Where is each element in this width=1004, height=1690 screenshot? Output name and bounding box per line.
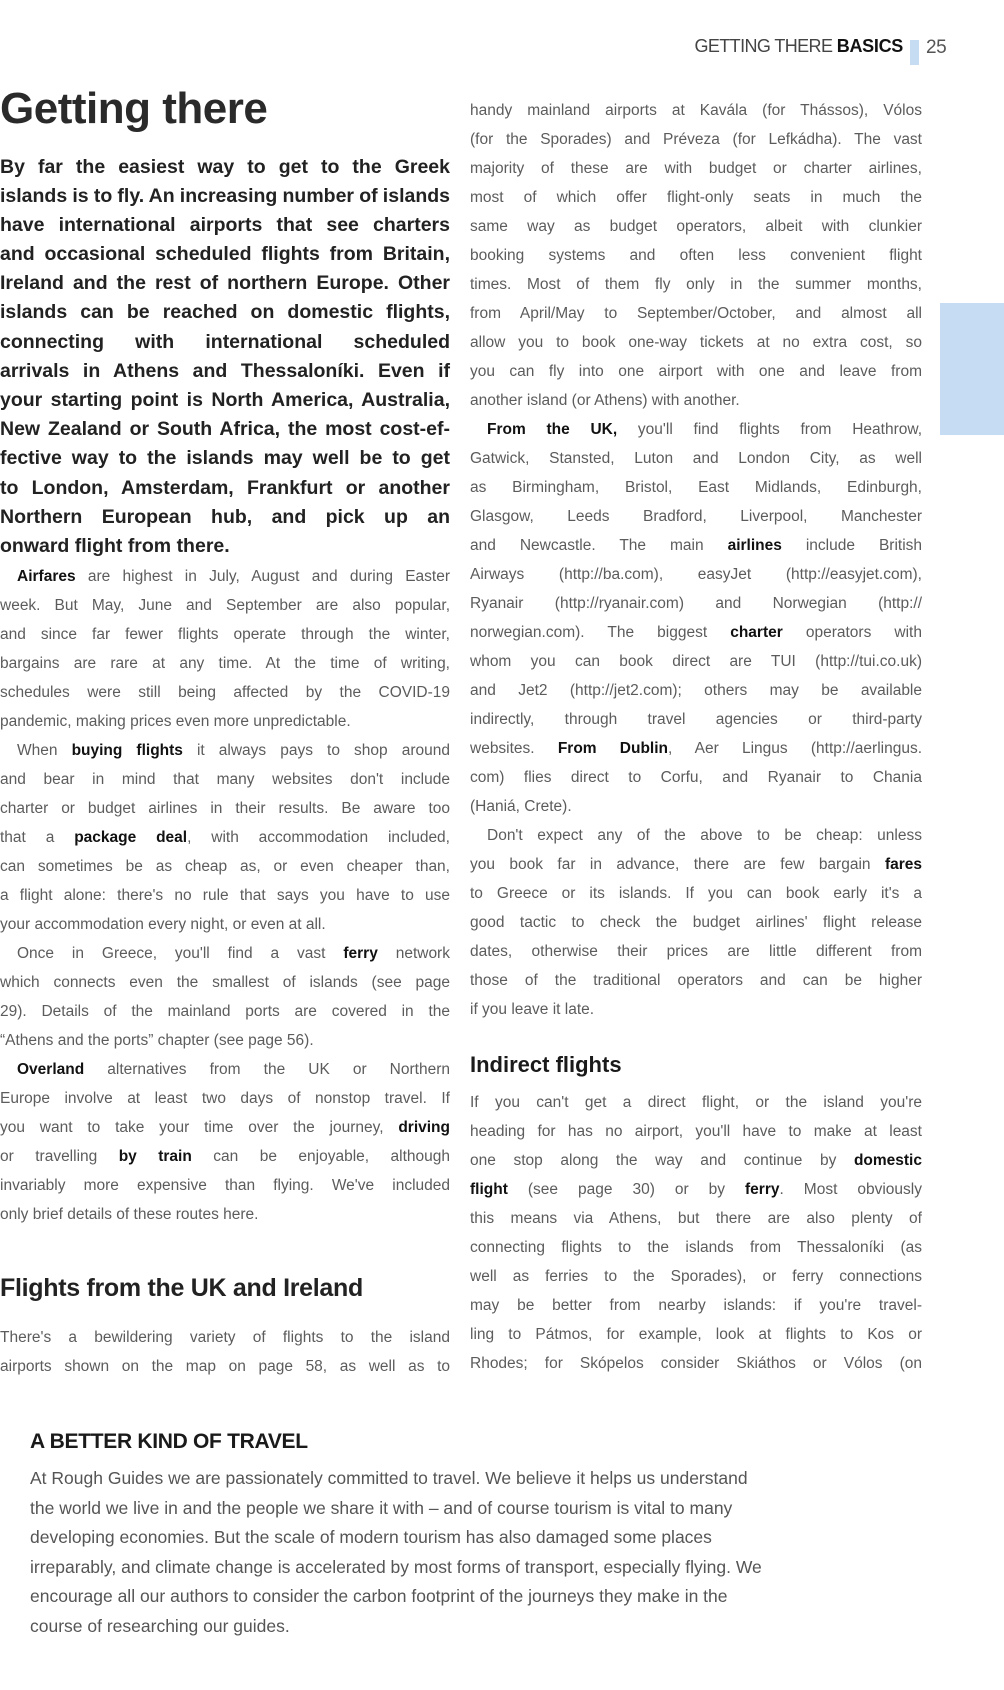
text-run: irreparably, and climate change is accelerated by most forms of transport, especially flying. We bbox=[30, 1556, 762, 1577]
text-run: that a bbox=[0, 828, 75, 846]
text-run: those of the traditional operators and can be higher bbox=[470, 971, 922, 989]
text-line bbox=[30, 1553, 910, 1583]
text-line bbox=[470, 792, 922, 821]
text-line bbox=[470, 531, 922, 560]
text-line bbox=[470, 212, 922, 241]
text-run: 29). Details of the mainland ports are covered in the bbox=[0, 1002, 450, 1020]
text-run: There's a bewildering variety of flights to the island bbox=[0, 1328, 450, 1346]
text-run: Europe involve at least two days of nonstop travel. If bbox=[0, 1089, 450, 1107]
text-run: Northern European hub, and pick up an bbox=[0, 505, 450, 528]
text-run: encourage all our authors to consider the carbon footprint of the journeys they make in the bbox=[30, 1586, 728, 1607]
text-line bbox=[0, 562, 450, 591]
bold-keyword: package deal bbox=[74, 828, 188, 846]
text-run: pandemic, making prices even more unpredictable. bbox=[0, 712, 351, 730]
text-line bbox=[470, 96, 922, 125]
text-line bbox=[0, 736, 450, 765]
bold-keyword: charter bbox=[730, 623, 783, 641]
text-run: fective way to the islands may well be to get bbox=[0, 447, 450, 470]
text-line bbox=[0, 328, 450, 357]
text-line bbox=[470, 676, 922, 705]
text-line bbox=[0, 910, 450, 939]
text-line bbox=[30, 1582, 910, 1612]
text-run: Don't expect any of the above to be cheap: unless bbox=[487, 826, 922, 844]
text-run: and since far fewer flights operate through the winter, bbox=[0, 625, 450, 643]
text-run: websites. bbox=[470, 739, 558, 757]
text-line bbox=[470, 386, 922, 415]
text-run: have international airports that see charters bbox=[0, 213, 450, 236]
text-run: and Newcastle. The main bbox=[470, 536, 728, 554]
text-run: “Athens and the ports” chapter (see page 56). bbox=[0, 1031, 314, 1049]
text-run: well as ferries to the Sporades), or ferry connections bbox=[470, 1267, 922, 1285]
text-line bbox=[470, 995, 922, 1024]
text-run: if you leave it late. bbox=[470, 1000, 595, 1018]
text-line bbox=[0, 415, 450, 444]
text-run: which connects even the smallest of islands (see page bbox=[0, 973, 450, 991]
text-line bbox=[0, 823, 450, 852]
text-line bbox=[470, 937, 922, 966]
page-title: Getting there bbox=[0, 84, 268, 133]
sidebar-box-title: A BETTER KIND OF TRAVEL bbox=[30, 1430, 308, 1453]
text-run: may be better from nearby islands: if you're travel- bbox=[470, 1296, 922, 1314]
bold-keyword: driving bbox=[398, 1118, 450, 1136]
bold-keyword: domestic bbox=[853, 1151, 922, 1169]
text-line bbox=[470, 879, 922, 908]
text-line bbox=[0, 678, 450, 707]
text-run: week. But May, June and September are also popular, bbox=[0, 596, 450, 614]
text-line bbox=[0, 1026, 450, 1055]
text-run: this means via Athens, but there are also plenty of bbox=[470, 1209, 922, 1227]
text-run: Ireland and the rest of northern Europe. Other bbox=[0, 272, 450, 295]
page-number: 25 bbox=[926, 37, 947, 58]
text-run: and Jet2 (http://jet2.com); others may be available bbox=[470, 681, 922, 699]
text-line bbox=[30, 1494, 910, 1524]
text-run: or travelling bbox=[0, 1147, 119, 1165]
text-run: If you can't get a direct flight, or the island you're bbox=[470, 1093, 922, 1111]
text-run: Glasgow, Leeds Bradford, Liverpool, Manchester bbox=[470, 507, 922, 525]
text-line bbox=[0, 269, 450, 298]
text-run: indirectly, through travel agencies or third-party bbox=[470, 710, 922, 728]
bold-keyword: airlines bbox=[727, 536, 782, 554]
text-run: booking systems and often less convenient flight bbox=[470, 246, 922, 264]
text-run: to Greece or its islands. If you can book early it's a bbox=[470, 884, 922, 902]
text-line bbox=[0, 240, 450, 269]
text-line bbox=[470, 821, 922, 850]
text-run: When bbox=[17, 741, 72, 759]
section-heading-flights-uk-ireland: Flights from the UK and Ireland bbox=[0, 1274, 363, 1302]
text-line bbox=[470, 1262, 922, 1291]
text-line bbox=[470, 473, 922, 502]
text-run: invariably more expensive than flying. We've included bbox=[0, 1176, 450, 1194]
text-line bbox=[0, 852, 450, 881]
text-line bbox=[470, 357, 922, 386]
text-line bbox=[470, 908, 922, 937]
text-line bbox=[0, 503, 450, 532]
text-line bbox=[0, 765, 450, 794]
bold-keyword: buying flights bbox=[71, 741, 183, 759]
text-line bbox=[470, 1320, 922, 1349]
text-line bbox=[0, 211, 450, 240]
section-heading-indirect-flights: Indirect flights bbox=[470, 1052, 622, 1077]
text-run: and bear in mind that many websites don't include bbox=[0, 770, 450, 788]
text-line bbox=[470, 763, 922, 792]
text-run: connecting flights to the islands from Thessaloníki (as bbox=[470, 1238, 922, 1256]
text-line bbox=[0, 1113, 450, 1142]
text-line bbox=[0, 1055, 450, 1084]
text-line bbox=[470, 328, 922, 357]
text-line bbox=[470, 705, 922, 734]
text-run: norwegian.com). The biggest bbox=[470, 623, 731, 641]
text-line bbox=[470, 560, 922, 589]
text-line bbox=[0, 444, 450, 473]
text-line bbox=[470, 1349, 922, 1378]
bold-keyword: ferry bbox=[343, 944, 378, 962]
text-line bbox=[0, 794, 450, 823]
text-run: Rhodes; for Skópelos consider Skiáthos or Vólos (on bbox=[470, 1354, 922, 1372]
text-run: . Most obviously bbox=[779, 1180, 922, 1198]
bold-keyword: From Dublin bbox=[557, 739, 668, 757]
text-line bbox=[470, 183, 922, 212]
bold-keyword: ferry bbox=[745, 1180, 780, 1198]
text-run: you can fly into one airport with one and leave from bbox=[470, 362, 922, 380]
text-run: developing economies. But the scale of modern tourism has also damaged some places bbox=[30, 1527, 712, 1548]
right-body-text bbox=[470, 96, 922, 1024]
text-line bbox=[0, 1352, 450, 1381]
bold-keyword: by train bbox=[118, 1147, 192, 1165]
text-run: alternatives from the UK or Northern bbox=[84, 1060, 450, 1078]
text-run: majority of these are with budget or charter airlines, bbox=[470, 159, 922, 177]
text-run: course of researching our guides. bbox=[30, 1615, 290, 1636]
text-line bbox=[0, 1323, 450, 1352]
text-run: can sometimes be as cheap as, or even cheaper than, bbox=[0, 857, 450, 875]
text-line bbox=[470, 589, 922, 618]
text-run: can be enjoyable, although bbox=[191, 1147, 450, 1165]
text-line bbox=[0, 298, 450, 327]
text-line bbox=[470, 125, 922, 154]
text-line bbox=[0, 939, 450, 968]
text-line bbox=[470, 444, 922, 473]
text-run: onward flight from there. bbox=[0, 534, 230, 557]
text-line bbox=[470, 1233, 922, 1262]
text-run: At Rough Guides we are passionately committed to travel. We believe it helps us understand bbox=[30, 1468, 748, 1488]
text-run: allow you to book one-way tickets at no extra cost, so bbox=[470, 333, 922, 351]
text-line bbox=[470, 850, 922, 879]
text-run: ling to Pátmos, for example, look at flights to Kos or bbox=[470, 1325, 922, 1343]
text-line bbox=[0, 997, 450, 1026]
text-run: (see page 30) or by bbox=[507, 1180, 746, 1198]
text-run: airports shown on the map on page 58, as well as to bbox=[0, 1357, 450, 1375]
running-head-divider bbox=[910, 40, 919, 65]
text-run: good tactic to check the budget airlines' flight release bbox=[470, 913, 922, 931]
text-run: network bbox=[377, 944, 450, 962]
text-line bbox=[470, 1117, 922, 1146]
text-run: from April/May to September/October, and almost all bbox=[470, 304, 922, 322]
text-run: it always pays to shop around bbox=[182, 741, 450, 759]
text-run: whom you can book direct are TUI (http://tui.co.uk) bbox=[470, 652, 922, 670]
text-line bbox=[470, 647, 922, 676]
text-line bbox=[470, 1088, 922, 1117]
text-line bbox=[470, 502, 922, 531]
text-line bbox=[30, 1464, 910, 1494]
text-line bbox=[0, 1171, 450, 1200]
flights-intro-text bbox=[0, 1323, 450, 1381]
text-run: operators with bbox=[782, 623, 922, 641]
text-run: Once in Greece, you'll find a vast bbox=[17, 944, 344, 962]
text-run: (for the Sporades) and Préveza (for Lefkádha). The vast bbox=[470, 130, 922, 148]
text-run: arrivals in Athens and Thessaloníki. Even if bbox=[0, 359, 450, 382]
bold-keyword: From the UK, bbox=[487, 420, 618, 438]
text-run: you want to take your time over the journey, bbox=[0, 1118, 399, 1136]
text-line bbox=[0, 1142, 450, 1171]
text-line bbox=[0, 591, 450, 620]
text-run: same way as budget operators, albeit with clunkier bbox=[470, 217, 922, 235]
text-run: New Zealand or South Africa, the most cost-ef- bbox=[0, 418, 450, 441]
text-run: one stop along the way and continue by bbox=[470, 1151, 854, 1169]
text-line bbox=[30, 1612, 910, 1642]
text-line bbox=[0, 968, 450, 997]
text-line bbox=[0, 707, 450, 736]
text-line bbox=[470, 618, 922, 647]
text-line bbox=[0, 649, 450, 678]
text-line bbox=[0, 182, 450, 211]
text-run: heading for has no airport, you'll have to make at least bbox=[470, 1122, 922, 1140]
text-run: most of which offer flight-only seats in much the bbox=[470, 188, 922, 206]
sidebar-box-text bbox=[30, 1464, 910, 1642]
bold-keyword: fares bbox=[884, 855, 922, 873]
text-run: you'll find flights from Heathrow, bbox=[617, 420, 923, 438]
left-body-text bbox=[0, 562, 450, 1229]
text-run: schedules were still being affected by the COVID-19 bbox=[0, 683, 450, 701]
indirect-flights-text bbox=[470, 1088, 922, 1378]
intro-paragraph bbox=[0, 153, 450, 562]
text-line bbox=[0, 357, 450, 386]
text-run: islands is to fly. An increasing number of islands bbox=[0, 184, 450, 207]
text-line bbox=[0, 386, 450, 415]
text-run: Airways (http://ba.com), easyJet (http://easyjet.com), bbox=[470, 565, 922, 583]
bold-keyword: flight bbox=[470, 1180, 508, 1198]
text-line bbox=[0, 881, 450, 910]
text-line bbox=[470, 241, 922, 270]
text-line bbox=[0, 620, 450, 649]
text-run: another island (or Athens) with another. bbox=[470, 391, 740, 409]
text-run: your accommodation every night, or even at all. bbox=[0, 915, 326, 933]
text-run: connecting with international scheduled bbox=[0, 330, 450, 353]
text-line bbox=[470, 1204, 922, 1233]
text-run: times. Most of them fly only in the summer months, bbox=[470, 275, 922, 293]
text-run: , with accommodation included, bbox=[187, 828, 450, 846]
text-run: are highest in July, August and during Easter bbox=[75, 567, 450, 585]
text-line bbox=[0, 153, 450, 182]
text-line bbox=[30, 1523, 910, 1553]
bold-keyword: Airfares bbox=[17, 567, 76, 585]
text-run: , Aer Lingus (http://aerlingus. bbox=[668, 739, 922, 757]
text-line bbox=[470, 154, 922, 183]
text-run: Gatwick, Stansted, Luton and London City, as well bbox=[470, 449, 922, 467]
text-run: By far the easiest way to get to the Greek bbox=[0, 155, 450, 178]
running-head bbox=[694, 36, 903, 57]
text-run: to London, Amsterdam, Frankfurt or another bbox=[0, 476, 450, 499]
text-run: the world we live in and the people we share it with – and of course tourism is vital to many bbox=[30, 1497, 733, 1518]
chapter-thumb-tab bbox=[940, 303, 1004, 435]
text-run: islands can be reached on domestic flights, bbox=[0, 301, 450, 324]
text-line bbox=[0, 1200, 450, 1229]
text-line bbox=[470, 299, 922, 328]
text-run: as Birmingham, Bristol, East Midlands, Edinburgh, bbox=[470, 478, 922, 496]
text-line bbox=[470, 966, 922, 995]
text-line bbox=[0, 532, 450, 561]
text-line bbox=[0, 1084, 450, 1113]
text-line bbox=[470, 270, 922, 299]
bold-keyword: Overland bbox=[17, 1060, 85, 1078]
text-line bbox=[0, 474, 450, 503]
text-run: your starting point is North America, Australia, bbox=[0, 389, 450, 411]
text-run: dates, otherwise their prices are little different from bbox=[470, 942, 922, 960]
text-line bbox=[470, 1146, 922, 1175]
running-head-section: GETTING THERE bbox=[694, 36, 833, 56]
text-line bbox=[470, 1291, 922, 1320]
running-head-chapter: BASICS bbox=[836, 36, 903, 56]
text-run: Ryanair (http://ryanair.com) and Norwegian (http:// bbox=[470, 594, 922, 612]
text-line bbox=[470, 415, 922, 444]
text-run: bargains are rare at any time. At the time of writing, bbox=[0, 654, 450, 672]
text-run: you book far in advance, there are few bargain bbox=[470, 855, 885, 873]
text-run: a flight alone: there's no rule that says you have to use bbox=[0, 886, 450, 904]
text-run: only brief details of these routes here. bbox=[0, 1205, 259, 1223]
text-run: (Haniá, Crete). bbox=[470, 797, 572, 815]
text-run: include British bbox=[781, 536, 923, 554]
text-line bbox=[470, 1175, 922, 1204]
text-run: handy mainland airports at Kavála (for Thássos), Vólos bbox=[470, 101, 922, 119]
text-run: charter or budget airlines in their results. Be aware too bbox=[0, 799, 450, 817]
text-run: com) flies direct to Corfu, and Ryanair to Chania bbox=[470, 768, 922, 786]
text-run: and occasional scheduled flights from Britain, bbox=[0, 243, 450, 266]
text-line bbox=[470, 734, 922, 763]
